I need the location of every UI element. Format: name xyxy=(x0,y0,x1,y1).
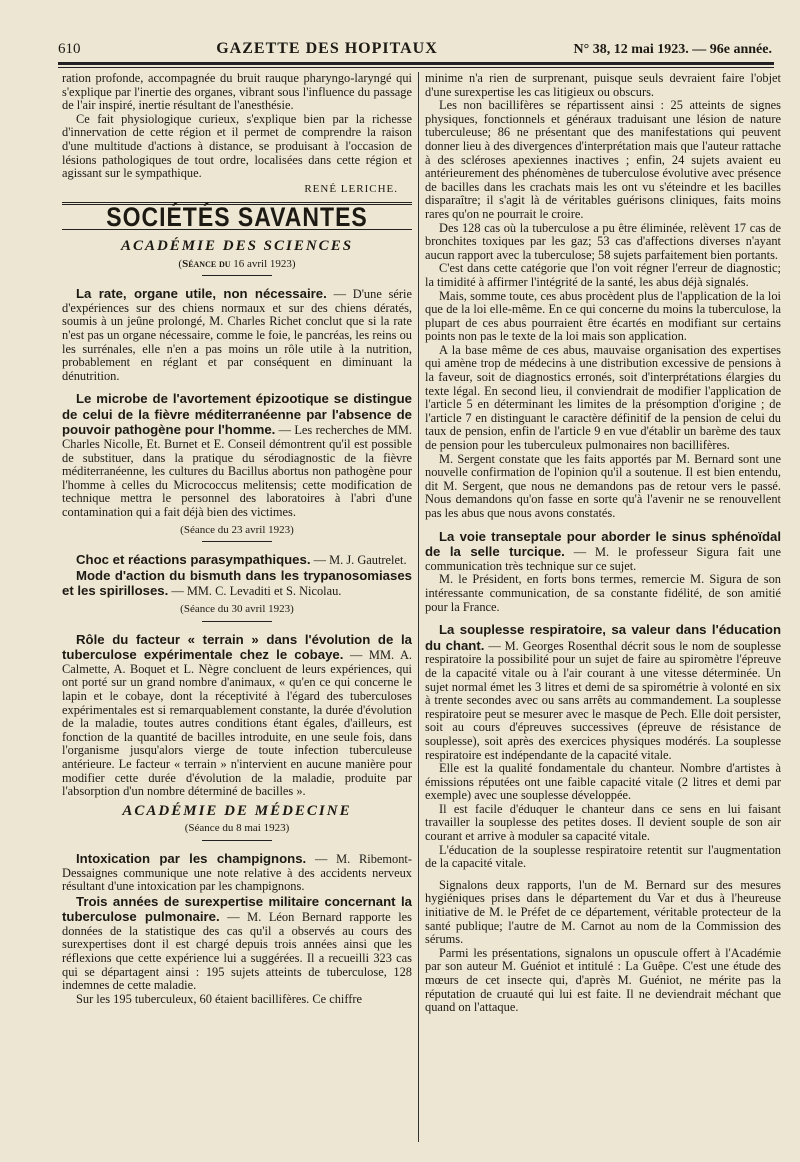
right-column xyxy=(425,72,781,1142)
article: Choc et réactions parasympathiques. — M. J. Gautrelet. xyxy=(76,552,407,568)
session-date: (Séance du 30 avril 1923) xyxy=(180,603,294,615)
article-heading: Choc et réactions parasympathiques. xyxy=(76,552,311,568)
paragraph: Signalons deux rapports, l'un de M. Bernard sur des mesures hygiéniques prises dans le département du Var et dus à l'heureuse initiative de M. le Préfet de ce département, véritable protecteur de la santé publique; l'autre de M. Carnot au nom de la Commission des sérums. xyxy=(425,877,781,947)
paragraph: Sur les 195 tuberculeux, 60 étaient bacillifères. Ce chiffre xyxy=(76,991,363,1006)
page-number: 610 xyxy=(58,41,81,57)
paragraph: M. Sergent constate que les faits apportés par M. Bernard sont une nouvelle confirmation de l'opinion qu'il a soutenue. Il est bien entendu, dit M. Sergent, que nous ne demandons pas de retour vers le passé. Nous demandons qu'on fasse en sorte qu'à l'avenir ne se renouvellent pas les abus que nous avons constatés. xyxy=(425,451,781,520)
article-heading: La voie transeptale pour aborder le sinus sphénoïdal de la selle turcique. xyxy=(425,528,781,560)
left-column xyxy=(62,72,412,1142)
short-rule xyxy=(202,275,272,276)
article-heading: Le microbe de l'avortement épizootique se distingue de celui de la fièvre méditerranéenne par l'absence de pouvoir pathogène pour l'homme. xyxy=(62,391,412,438)
session-date: (Séance du 16 avril 1923) xyxy=(178,257,296,270)
header-rule xyxy=(58,62,774,65)
article-heading: Rôle du facteur « terrain » dans l'évolution de la tuberculose expérimentale chez le cobaye. xyxy=(62,631,412,663)
paragraph: Les non bacillifères se répartissent ainsi : 25 atteints de signes physiques, fonctionnels et généraux traduisant une lésion de nature tuberculeuse; 86 ne présentant que des manifestations qui peuvent donner lieu à des divergences d'interprétation mais que l'auteur rattache à des scléroses apexiennes inactives ; enfin, 24 sujets avaient eu antérieurement des phénomènes de tuberculose évolutive avec présence de bacilles dans les crachats mais les ont vu s'éteindre et les bacilles disparaître; il s'agit là de véritables guérisons cliniques, faits moins rares qu'on ne pourrait le croire. xyxy=(425,98,781,221)
paragraph: C'est dans cette catégorie que l'on voit régner l'erreur de diagnostic; la timidité à affirmer l'intégrité de la santé, les abus déjà signalés. xyxy=(425,261,781,289)
page-header xyxy=(58,28,772,58)
article: Rôle du facteur « terrain » dans l'évolution de la tuberculose expérimentale chez le cobaye. — MM. A. Calmette, A. Boquet et L. Nègre concluent de leurs expériences, qui ont porté sur un grand nombre d'animaux, « qu'en ce qui concerne le lapin et le cobaye, dont la réceptivité à l'égard des tuberculoses expérimentales est si remarquablement constante, la durée d'évolution de la maladie, toutes autres conditions étant égales, d'ailleurs, est fonction de la quantité de bacilles introduite, en une seule fois, dans l'organisme jusqu'alors vierge de toute infection tuberculeuse antérieure. Le facteur « terrain » n'intervient en aucune manière pour modifier cette durée d'évolution de la maladie, produite par l'absorption d'un nombre déterminé de bacilles ». xyxy=(62,631,412,799)
article: La rate, organe utile, non nécessaire. — D'une série d'expériences sur des chiens normaux et sur des chiens dératés, soumis à un jeûne prolongé, M. Charles Richet conclut que si la rate n'est pas un organe nécessaire, comme le foie, le pancréas, les reins ou les surrénales, elle n'en a pas moins un rôle utile à la nutrition, probablement en réglant et par conséquent en diminuant la dénutrition. xyxy=(62,286,412,383)
paragraph: minime n'a rien de surprenant, puisque seuls devraient faire l'objet d'une surexpertise les cas litigieux ou obscurs. xyxy=(425,71,781,99)
article: La souplesse respiratoire, sa valeur dans l'éducation du chant. — M. Georges Rosenthal décrit sous le nom de souplesse respiratoire la possibilité pour un sujet de faire au spiromètre l'épreuve de la capacité vitale ou à l'air courant à une vitesse déterminée. Un sujet normal émet les 3 litres et demi de sa spirométrie à volonté en six à trente secondes avec ou sans arrêts au commandement. La souplesse respiratoire peut se mesurer avec le masque de Pech. Elle doit persister, soit au cours d'épreuves successives (épreuve de résistance de souplesse), soit après des exercices physiques modérés. La souplesse respiratoire est indépendante de la capacité vitale. xyxy=(425,622,781,762)
short-rule xyxy=(202,621,272,622)
section-title: SOCIÉTÉS SAVANTES xyxy=(106,202,368,233)
header-rule-thin xyxy=(58,67,774,68)
paragraph: Ce fait physiologique curieux, s'explique bien par la richesse d'innervation de cette région et il permet de comprendre la raison d'une multitude d'actions à distance, se produisant à l'occasion de lésions pathologiques de tout ordre, localisées dans cette région et agissant sur le sympathique. xyxy=(62,111,412,181)
paragraph: Elle est la qualité fondamentale du chanteur. Nombre d'artistes à émissions réputées ont une faible capacité vitale (2 litres et demi par exemple) avec une souplesse développée. xyxy=(425,761,781,803)
short-rule xyxy=(202,541,272,542)
article-heading: Trois années de surexpertise militaire concernant la tuberculose pulmonaire. xyxy=(62,893,412,925)
short-rule xyxy=(202,840,272,841)
article-heading: Intoxication par les champignons. xyxy=(76,850,307,866)
paragraph: L'éducation de la souplesse respiratoire retentit sur l'augmentation de la capacité vitale. xyxy=(425,842,781,871)
session-date: (Séance du 23 avril 1923) xyxy=(180,523,294,536)
article: Intoxication par les champignons. — M. Ribemont-Dessaignes communique une note relative à des accidents nerveux résultant d'une intoxication par les champignons. xyxy=(62,850,412,894)
article: La voie transeptale pour aborder le sinus sphénoïdal de la selle turcique. — M. le professeur Sigura fait une communication très technique sur ce sujet. xyxy=(425,528,781,573)
academy-heading: ACADÉMIE DE MÉDECINE xyxy=(122,802,352,819)
column-divider xyxy=(418,72,419,1142)
article-heading: Mode d'action du bismuth dans les trypanosomiases et les spirilloses. xyxy=(62,567,412,599)
academy-heading: ACADÉMIE DES SCIENCES xyxy=(120,237,354,254)
journal-title: GAZETTE DES HOPITAUX xyxy=(216,40,438,57)
paragraph: ration profonde, accompagnée du bruit rauque pharyngo-laryngé qui s'explique par l'inertie des organes, vibrant sous l'influence du passage de l'air inspiré, inertie résultant de l'anesthésie. xyxy=(62,71,412,113)
paragraph: Parmi les présentations, signalons un opuscule offert à l'Académie par son auteur M. Guéniot et intitulé : La Guêpe. C'est une étude des mœurs de cet insecte qui, d'après M. Guéniot, ne mérite pas la réputation de cruauté qui lui est faite. Il ne deviendrait méchant que quand on l'attaque. xyxy=(425,945,781,1015)
paragraph: M. le Président, en forts bons termes, remercie M. Sigura de son intéressante communication, de sa constante fidélité, de son amitié pour la France. xyxy=(425,572,781,614)
session-date: (Séance du 8 mai 1923) xyxy=(184,822,290,835)
paragraph: Il est facile d'éduquer le chanteur dans ce sens en lui faisant travailler la souplesse des petites doses. Il devient souple de son air courant et arrive à moduler sa capacité vitale. xyxy=(425,801,781,844)
issue-info: N° 38, 12 mai 1923. — 96e année. xyxy=(573,42,772,57)
author-signature: RENÉ LERICHE. xyxy=(304,182,398,195)
article: Le microbe de l'avortement épizootique se distingue de celui de la fièvre méditerranéenne par l'absence de pouvoir pathogène pour l'homme. — Les recherches de MM. Charles Nicolle, Et. Burnet et E. Conseil démontrent qu'il est possible de substituer, dans la pratique du sérodiagnostic de la fièvre méditerranéenne, les cultures du Bacillus abortus non pathogène pour l'homme à celles du Micrococcus melitensis; cette modification de technique mettra le personnel des laboratoires à l'abri d'une contamination qui a fait déjà bien des victimes. xyxy=(62,391,412,520)
paragraph: A la base même de ces abus, mauvaise organisation des expertises qui amène trop de médecins à une distribution excessive de pensions à la faveur, soit de diagnostics erronés, soit d'interprétations élargies du texte légal. En second lieu, il conviendrait de modifier l'application de l'article 5 en déterminant les limites de la présomption d'origine ; de l'article 7 en distinguant le caractère définitif de la pension de celui du taux de pension, enfin de l'article 9 en vue d'établir un barème des taux de pension pour les tuberculeux pulmonaires non bacillifères. xyxy=(425,342,781,453)
paragraph: Mais, somme toute, ces abus procèdent plus de l'application de la loi que de la loi elle-même. En ce qui concerne du moins la tuberculose, la plupart de ces abus pourraient être écartés en modifiant sur certains points non pas le texte de la loi mais son application. xyxy=(425,288,781,344)
article: Mode d'action du bismuth dans les trypanosomiases et les spirilloses. — MM. C. Levaditi et S. Nicolau. xyxy=(62,567,412,599)
paragraph: Des 128 cas où la tuberculose a pu être éliminée, relèvent 17 cas de bronchites toxiques par les gaz; 53 cas d'affections diverses n'ayant aucun rapport avec la tuberculose; 58 sujets parfaitement bien portants. xyxy=(425,220,781,262)
article: Trois années de surexpertise militaire concernant la tuberculose pulmonaire. — M. Léon Bernard rapporte les données de la statistique des cas qu'il a observés au cours des surexpertises dont il est chargé depuis trois années ainsi que les réflexions que cette expérience lui a suggérées. Il a recueilli 323 cas qui se départagent ainsi : 195 sujets atteints de tuberculose, 128 indemnes de cette maladie. xyxy=(62,893,412,993)
article-heading: La souplesse respiratoire, sa valeur dans l'éducation du chant. xyxy=(425,622,781,653)
article-heading: La rate, organe utile, non nécessaire. xyxy=(76,286,327,302)
